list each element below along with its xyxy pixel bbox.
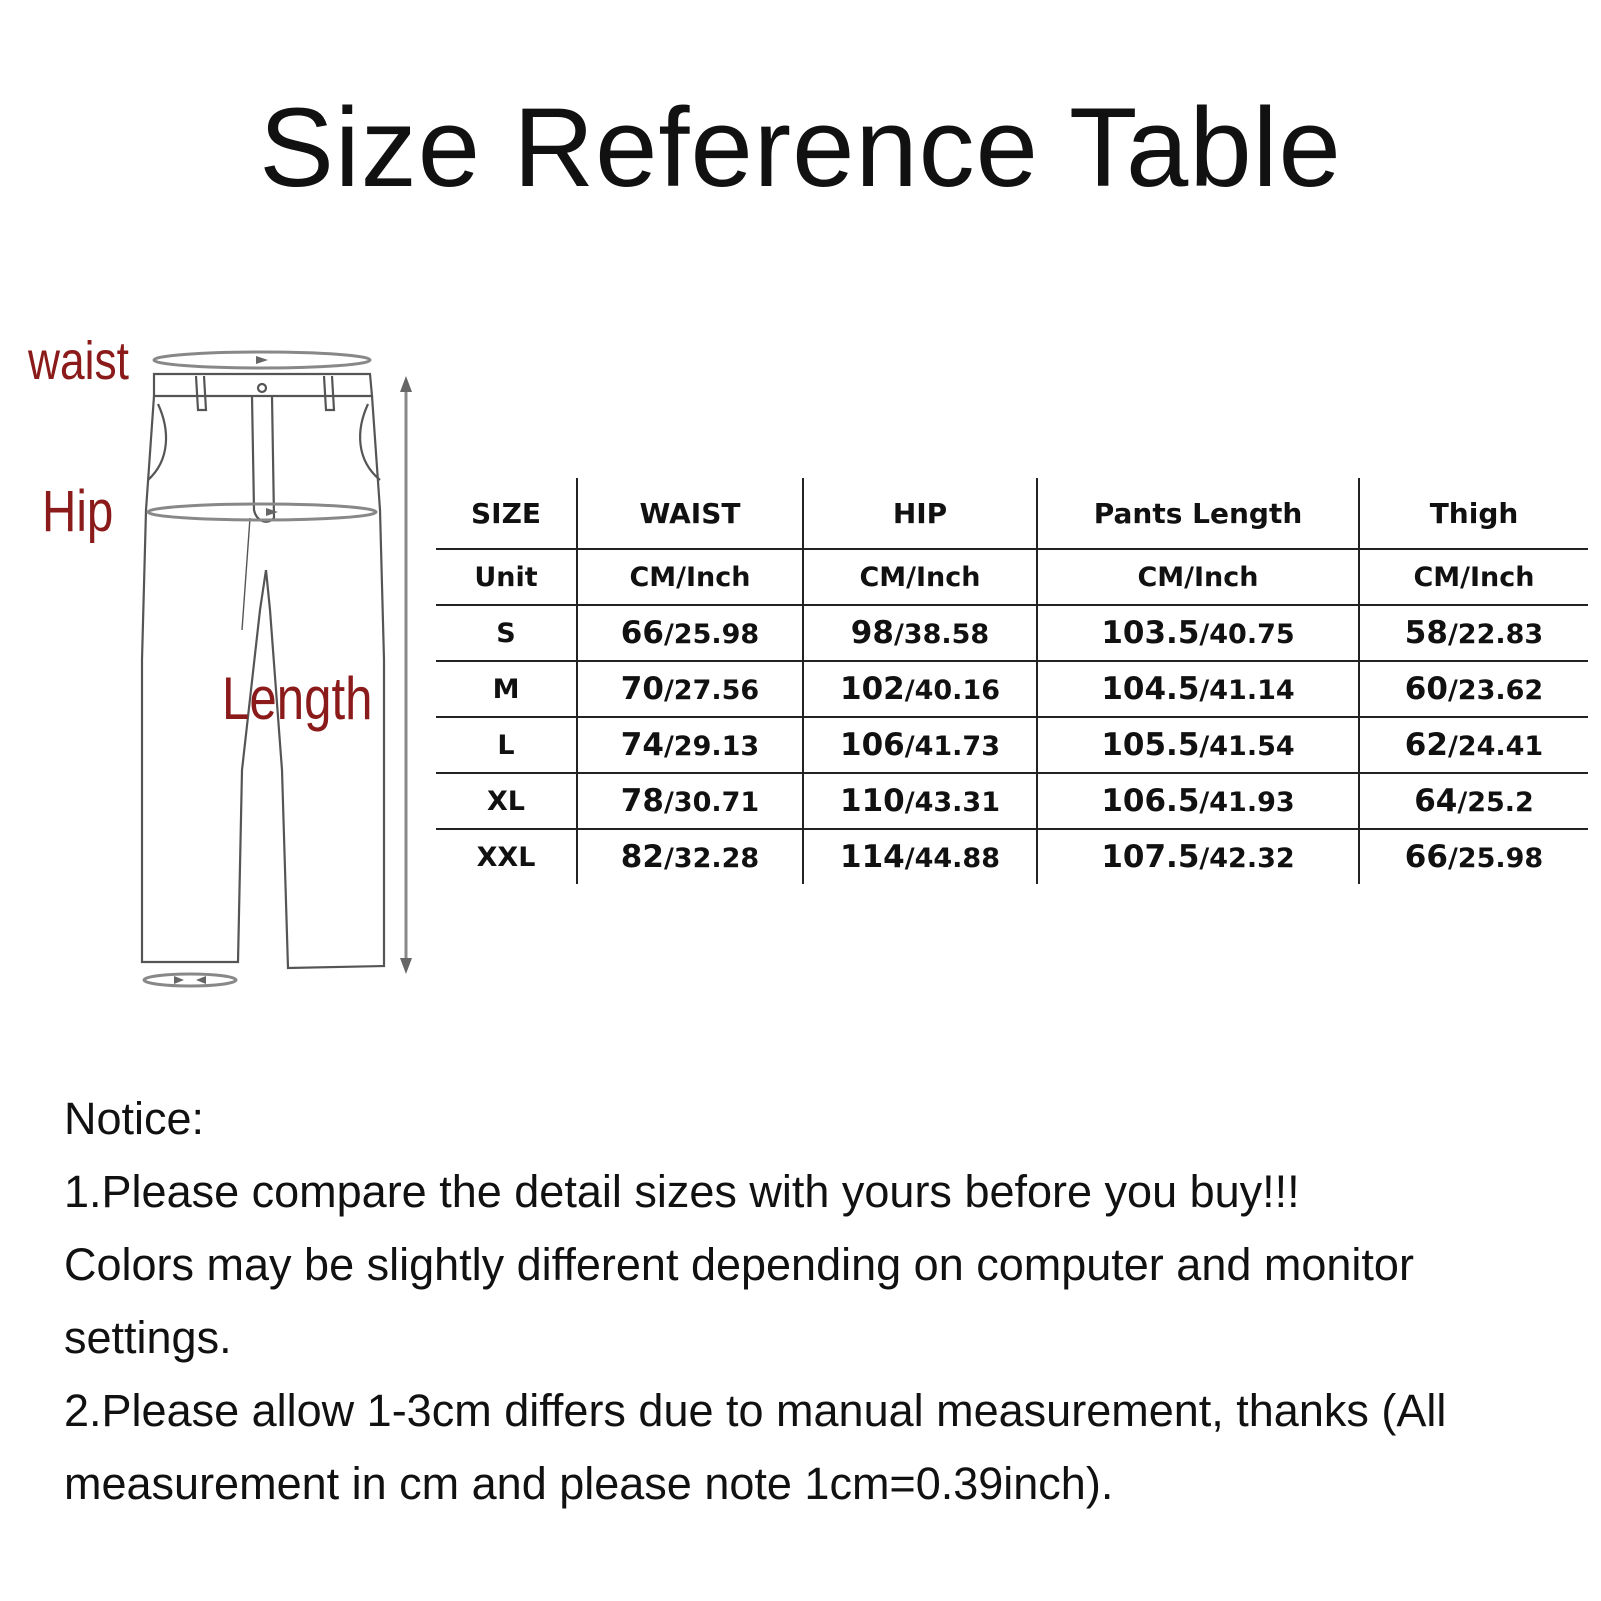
thigh-inch: /24.41 <box>1447 731 1544 762</box>
length-inch: /41.93 <box>1199 787 1295 818</box>
length-inch: /41.54 <box>1199 731 1295 762</box>
thigh-cell <box>1359 717 1588 773</box>
thigh-cm: 64 <box>1414 783 1458 819</box>
length-inch: /41.14 <box>1199 675 1295 706</box>
hip-cell <box>803 773 1037 829</box>
waist-cell <box>577 773 803 829</box>
length-cell <box>1037 605 1359 661</box>
waist-cm: 70 <box>620 671 664 707</box>
thigh-cm: 60 <box>1404 671 1448 707</box>
waist-cell <box>577 661 803 717</box>
thigh-cm: 62 <box>1404 727 1448 763</box>
notice-line: Colors may be slightly different depending on computer and monitor <box>64 1239 1414 1290</box>
thigh-cell <box>1359 605 1588 661</box>
waist-cell <box>577 717 803 773</box>
hip-inch: /43.31 <box>904 787 1000 818</box>
length-cm: 107.5 <box>1101 839 1200 875</box>
notice-line: 1.Please compare the detail sizes with yours before you buy!!! <box>64 1166 1300 1217</box>
thigh-inch: /22.83 <box>1447 619 1544 650</box>
unit-waist: CM/Inch <box>577 549 803 605</box>
page-title: Size Reference Table <box>259 85 1342 210</box>
thigh-inch: /25.98 <box>1447 843 1544 874</box>
length-inch: /40.75 <box>1199 619 1295 650</box>
header-thigh: Thigh <box>1359 478 1588 549</box>
unit-label: Unit <box>436 549 577 605</box>
table-row <box>436 773 1588 829</box>
header-waist: WAIST <box>577 478 803 549</box>
hip-inch: /44.88 <box>904 843 1000 874</box>
hip-inch: /40.16 <box>904 675 1000 706</box>
hip-inch: /41.73 <box>904 731 1000 762</box>
size-cell: XL <box>436 773 577 829</box>
unit-pants-length: CM/Inch <box>1037 549 1359 605</box>
thigh-cell <box>1359 829 1588 884</box>
hip-cm: 98 <box>850 615 894 651</box>
notice-section <box>64 1082 1564 1520</box>
notice-line: settings. <box>64 1312 232 1363</box>
header-pants-length: Pants Length <box>1037 478 1359 549</box>
hip-cm: 106 <box>840 727 905 763</box>
hip-cm: 114 <box>840 839 905 875</box>
table-header-row <box>436 478 1588 549</box>
hip-cell <box>803 605 1037 661</box>
length-cm: 105.5 <box>1101 727 1200 763</box>
waist-cm: 66 <box>620 615 664 651</box>
waist-inch: /32.28 <box>663 843 760 874</box>
hip-inch: /38.58 <box>893 619 990 650</box>
thigh-cm: 58 <box>1404 615 1448 651</box>
hip-cell <box>803 829 1037 884</box>
hip-cm: 110 <box>840 783 905 819</box>
waist-cm: 82 <box>620 839 664 875</box>
hip-label: Hip <box>42 479 114 544</box>
waist-cm: 74 <box>620 727 664 763</box>
hip-cell <box>803 661 1037 717</box>
waist-inch: /30.71 <box>663 787 760 818</box>
thigh-cm: 66 <box>1404 839 1448 875</box>
header-hip: HIP <box>803 478 1037 549</box>
notice-line: measurement in cm and please note 1cm=0.39inch). <box>64 1458 1114 1509</box>
size-cell: M <box>436 661 577 717</box>
table-unit-row <box>436 549 1588 605</box>
notice-line: 2.Please allow 1-3cm differs due to manual measurement, thanks (All <box>64 1385 1447 1436</box>
waist-label: waist <box>28 331 129 391</box>
length-label: Length <box>222 665 373 732</box>
length-cell <box>1037 773 1359 829</box>
unit-thigh: CM/Inch <box>1359 549 1588 605</box>
thigh-inch: /23.62 <box>1447 675 1544 706</box>
pants-diagram <box>20 330 440 1030</box>
size-cell: XXL <box>436 829 577 884</box>
thigh-inch: /25.2 <box>1457 787 1534 818</box>
waist-cm: 78 <box>620 783 664 819</box>
waist-inch: /27.56 <box>663 675 760 706</box>
size-table-container <box>436 478 1588 884</box>
size-table <box>436 478 1588 884</box>
thigh-cell <box>1359 661 1588 717</box>
table-row <box>436 717 1588 773</box>
waist-cell <box>577 829 803 884</box>
waist-cell <box>577 605 803 661</box>
notice-heading: Notice: <box>64 1093 205 1144</box>
length-cm: 103.5 <box>1101 615 1200 651</box>
length-cell <box>1037 829 1359 884</box>
hip-cm: 102 <box>840 671 905 707</box>
table-row <box>436 661 1588 717</box>
length-cell <box>1037 661 1359 717</box>
header-size: SIZE <box>470 496 541 530</box>
table-row <box>436 605 1588 661</box>
waist-inch: /25.98 <box>663 619 760 650</box>
length-cm: 106.5 <box>1101 783 1200 819</box>
hip-cell <box>803 717 1037 773</box>
length-cell <box>1037 717 1359 773</box>
waist-inch: /29.13 <box>663 731 760 762</box>
unit-hip: CM/Inch <box>803 549 1037 605</box>
table-row <box>436 829 1588 884</box>
length-inch: /42.32 <box>1199 843 1295 874</box>
size-cell: L <box>436 717 577 773</box>
thigh-cell <box>1359 773 1588 829</box>
length-cm: 104.5 <box>1101 671 1200 707</box>
size-cell: S <box>436 605 577 661</box>
